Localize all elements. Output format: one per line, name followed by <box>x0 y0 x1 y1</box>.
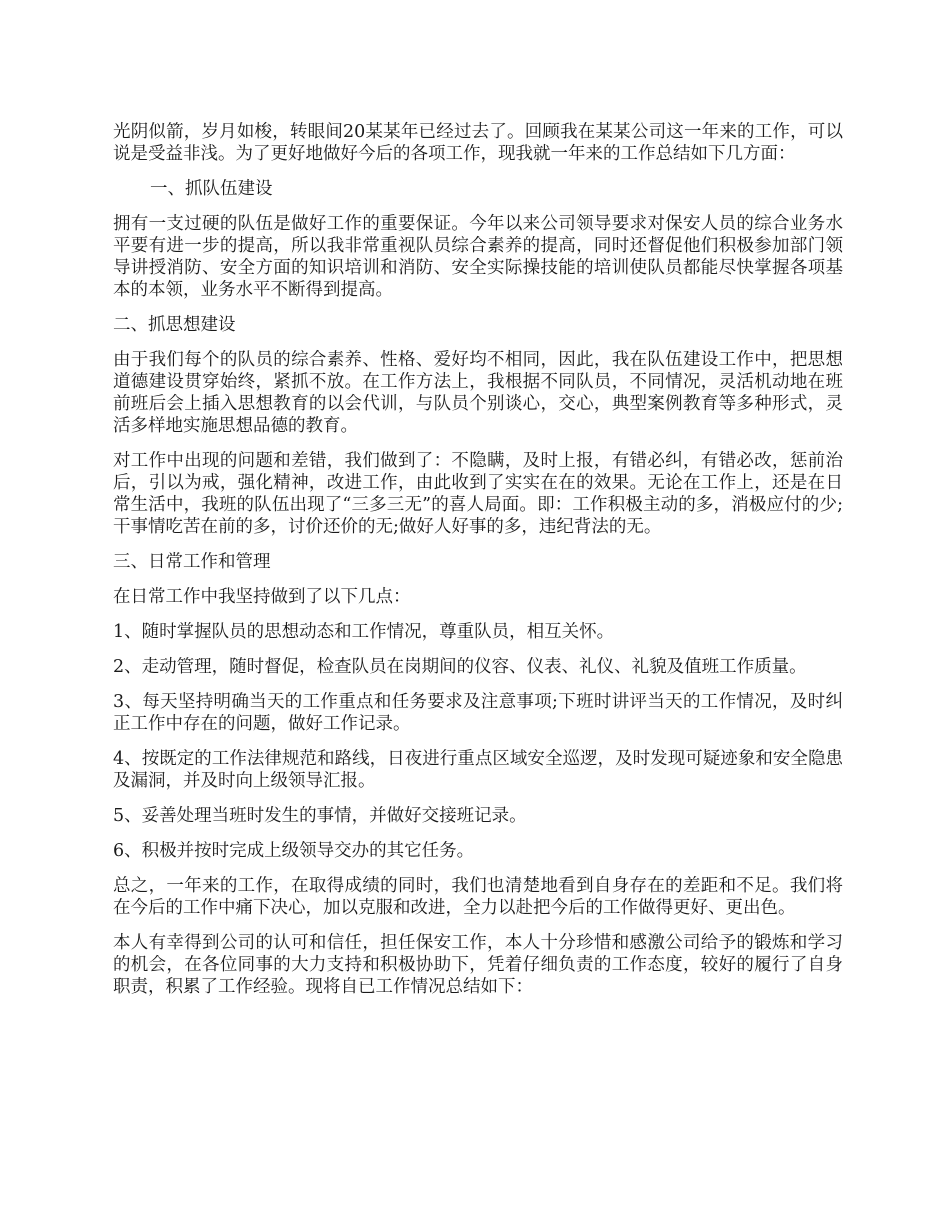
body-paragraph: 由于我们每个的队员的综合素养、性格、爱好均不相同，因此，我在队伍建设工作中，把思想道德建设贯穿始终，紧抓不放。在工作方法上，我根据不同队员，不同情况，灵活机动地在班前班后会上插入思想教育的以会代训，与队员个别谈心，交心，典型案例教育等多种形式，灵活多样地实施思想品德的教育。 <box>113 350 843 436</box>
list-item: 5、妥善处理当班时发生的事情，并做好交接班记录。 <box>113 806 527 826</box>
document-body <box>113 121 843 1011</box>
body-paragraph: 拥有一支过硬的队伍是做好工作的重要保证。今年以来公司领导要求对保安人员的综合业务水平要有进一步的提高，所以我非常重视队员综合素养的提高，同时还督促他们积极参加部门领导讲授消防、安全方面的知识培训和消防、安全实际操技能的培训使队员都能尽快掌握各项基本的本领，业务水平不断得到提高。 <box>113 214 843 300</box>
section-heading-team-building: 一、抓队伍建设 <box>150 179 273 199</box>
list-item: 1、随时掌握队员的思想动态和工作情况，尊重队员，相互关怀。 <box>113 622 615 642</box>
body-paragraph: 在日常工作中我坚持做到了以下几点： <box>113 587 411 607</box>
section-heading-ideology: 二、抓思想建设 <box>113 315 236 335</box>
list-item: 3、每天坚持明确当天的工作重点和任务要求及注意事项;下班时讲评当天的工作情况，及时纠正工作中存在的问题，做好工作记录。 <box>113 692 843 734</box>
closing-paragraph: 本人有幸得到公司的认可和信任，担任保安工作，本人十分珍惜和感激公司给予的锻炼和学习的机会，在各位同事的大力支持和积极协助下，凭着仔细负责的工作态度，较好的履行了自身职责，积累了工作经验。现将自已工作情况总结如下： <box>113 933 843 997</box>
list-item: 2、走动管理，随时督促，检查队员在岗期间的仪容、仪表、礼仪、礼貌及值班工作质量。 <box>113 657 807 677</box>
list-item: 6、积极并按时完成上级领导交办的其它任务。 <box>113 841 475 861</box>
conclusion-paragraph: 总之，一年来的工作，在取得成绩的同时，我们也清楚地看到自身存在的差距和不足。我们将在今后的工作中痛下决心，加以克服和改进，全力以赴把今后的工作做得更好、更出色。 <box>113 876 843 918</box>
section-heading-daily-work: 三、日常工作和管理 <box>113 552 271 572</box>
body-paragraph: 对工作中出现的问题和差错，我们做到了：不隐瞒，及时上报，有错必纠，有错必改，惩前治后，引以为戒，强化精神，改进工作，由此收到了实实在在的效果。无论在工作上，还是在日常生活中，我班的队伍出现了“三多三无”的喜人局面。即：工作积极主动的多，消极应付的少;干事情吃苦在前的多，讨价还价的无;做好人好事的多，违纪背法的无。 <box>113 451 843 537</box>
intro-paragraph: 光阴似箭，岁月如梭，转眼间20某某年已经过去了。回顾我在某某公司这一年来的工作，可以说是受益非浅。为了更好地做好今后的各项工作，现我就一年来的工作总结如下几方面： <box>113 122 843 164</box>
list-item: 4、按既定的工作法律规范和路线，日夜进行重点区域安全巡逻，及时发现可疑迹象和安全隐患及漏洞，并及时向上级领导汇报。 <box>113 749 843 791</box>
